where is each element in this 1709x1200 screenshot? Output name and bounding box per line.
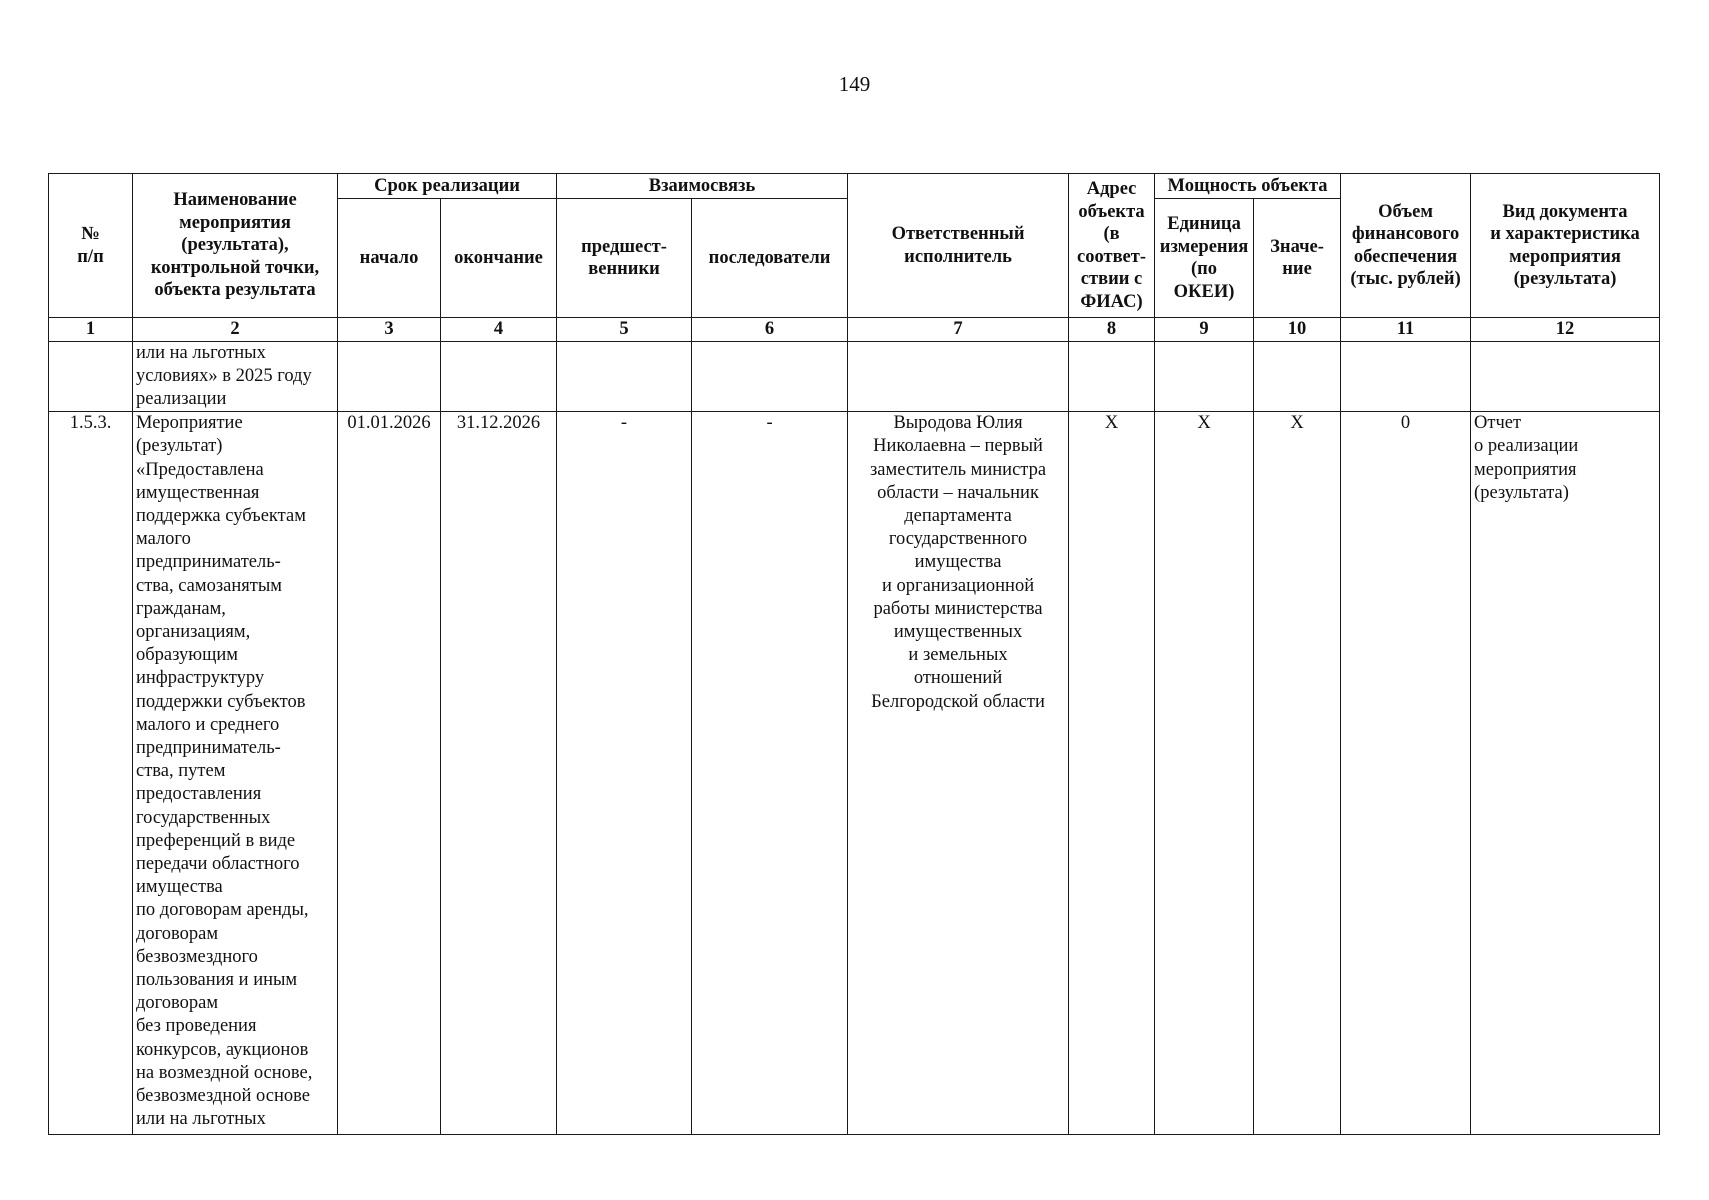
- column-number: 8: [1069, 318, 1155, 342]
- header-predecessors: предшест- венники: [557, 199, 692, 318]
- header-doc: Вид документа и характеристика мероприятия (результата): [1471, 174, 1660, 318]
- row-finance: [1341, 341, 1471, 412]
- row-num: [49, 341, 133, 412]
- column-number: 3: [338, 318, 441, 342]
- header-name: Наименование мероприятия (результата), контрольной точки, объекта результата: [133, 174, 338, 318]
- row-executor: [848, 341, 1069, 412]
- header-end: окончание: [441, 199, 557, 318]
- row-start: 01.01.2026: [338, 412, 441, 1135]
- header-unit: Единица измерения (по ОКЕИ): [1155, 199, 1254, 318]
- row-unit: [1155, 341, 1254, 412]
- header-period: Срок реализации: [338, 174, 557, 199]
- row-name: или на льготных условиях» в 2025 году реализации: [133, 341, 338, 412]
- row-unit: X: [1155, 412, 1254, 1135]
- row-end: 31.12.2026: [441, 412, 557, 1135]
- column-number: 1: [49, 318, 133, 342]
- header-num: № п/п: [49, 174, 133, 318]
- row-finance: 0: [1341, 412, 1471, 1135]
- column-number: 5: [557, 318, 692, 342]
- row-address: [1069, 341, 1155, 412]
- table-row: [49, 412, 1660, 1135]
- row-address: X: [1069, 412, 1155, 1135]
- header-value: Значе- ние: [1254, 199, 1341, 318]
- row-start: [338, 341, 441, 412]
- row-doc: [1471, 341, 1660, 412]
- header-successors: последователи: [692, 199, 848, 318]
- column-number: 6: [692, 318, 848, 342]
- row-doc: Отчет о реализации мероприятия (результата): [1471, 412, 1660, 1135]
- row-predecessors: [557, 341, 692, 412]
- activities-table: [48, 173, 1660, 1135]
- header-address: Адрес объекта (в соответ- ствии с ФИАС): [1069, 174, 1155, 318]
- table-row: [49, 341, 1660, 412]
- row-name: Мероприятие (результат) «Предоставлена имущественная поддержка субъектам малого предприниматель- ства, самозанятым гражданам, организациям, образующим инфраструктуру поддержки субъектов малого и среднего предприниматель- ства, путем предоставления государственных преференций в виде передачи областного имущества по договорам аренды, договорам безвозмездного пользования и иным договорам без проведения конкурсов, аукционов на возмездной основе, безвозмездной основе или на льготных: [133, 412, 338, 1135]
- header-executor: Ответственный исполнитель: [848, 174, 1069, 318]
- row-value: X: [1254, 412, 1341, 1135]
- row-successors: [692, 341, 848, 412]
- column-number: 7: [848, 318, 1069, 342]
- column-number: 12: [1471, 318, 1660, 342]
- column-number: 2: [133, 318, 338, 342]
- page-number: 149: [838, 72, 871, 96]
- header-relation: Взаимосвязь: [557, 174, 848, 199]
- column-number: 9: [1155, 318, 1254, 342]
- header-row-top: [49, 174, 1660, 199]
- column-number: 11: [1341, 318, 1471, 342]
- column-number: 4: [441, 318, 557, 342]
- row-successors: -: [692, 412, 848, 1135]
- row-executor: Выродова Юлия Николаевна – первый заместитель министра области – начальник департамента государственного имущества и организационной работы министерства имущественных и земельных отношений Белгородской области: [848, 412, 1069, 1135]
- column-number: 10: [1254, 318, 1341, 342]
- header-finance: Объем финансового обеспечения (тыс. рублей): [1341, 174, 1471, 318]
- row-end: [441, 341, 557, 412]
- row-predecessors: -: [557, 412, 692, 1135]
- row-num: 1.5.3.: [49, 412, 133, 1135]
- header-capacity: Мощность объекта: [1155, 174, 1341, 199]
- header-start: начало: [338, 199, 441, 318]
- column-numbers-row: [49, 318, 1660, 342]
- row-value: [1254, 341, 1341, 412]
